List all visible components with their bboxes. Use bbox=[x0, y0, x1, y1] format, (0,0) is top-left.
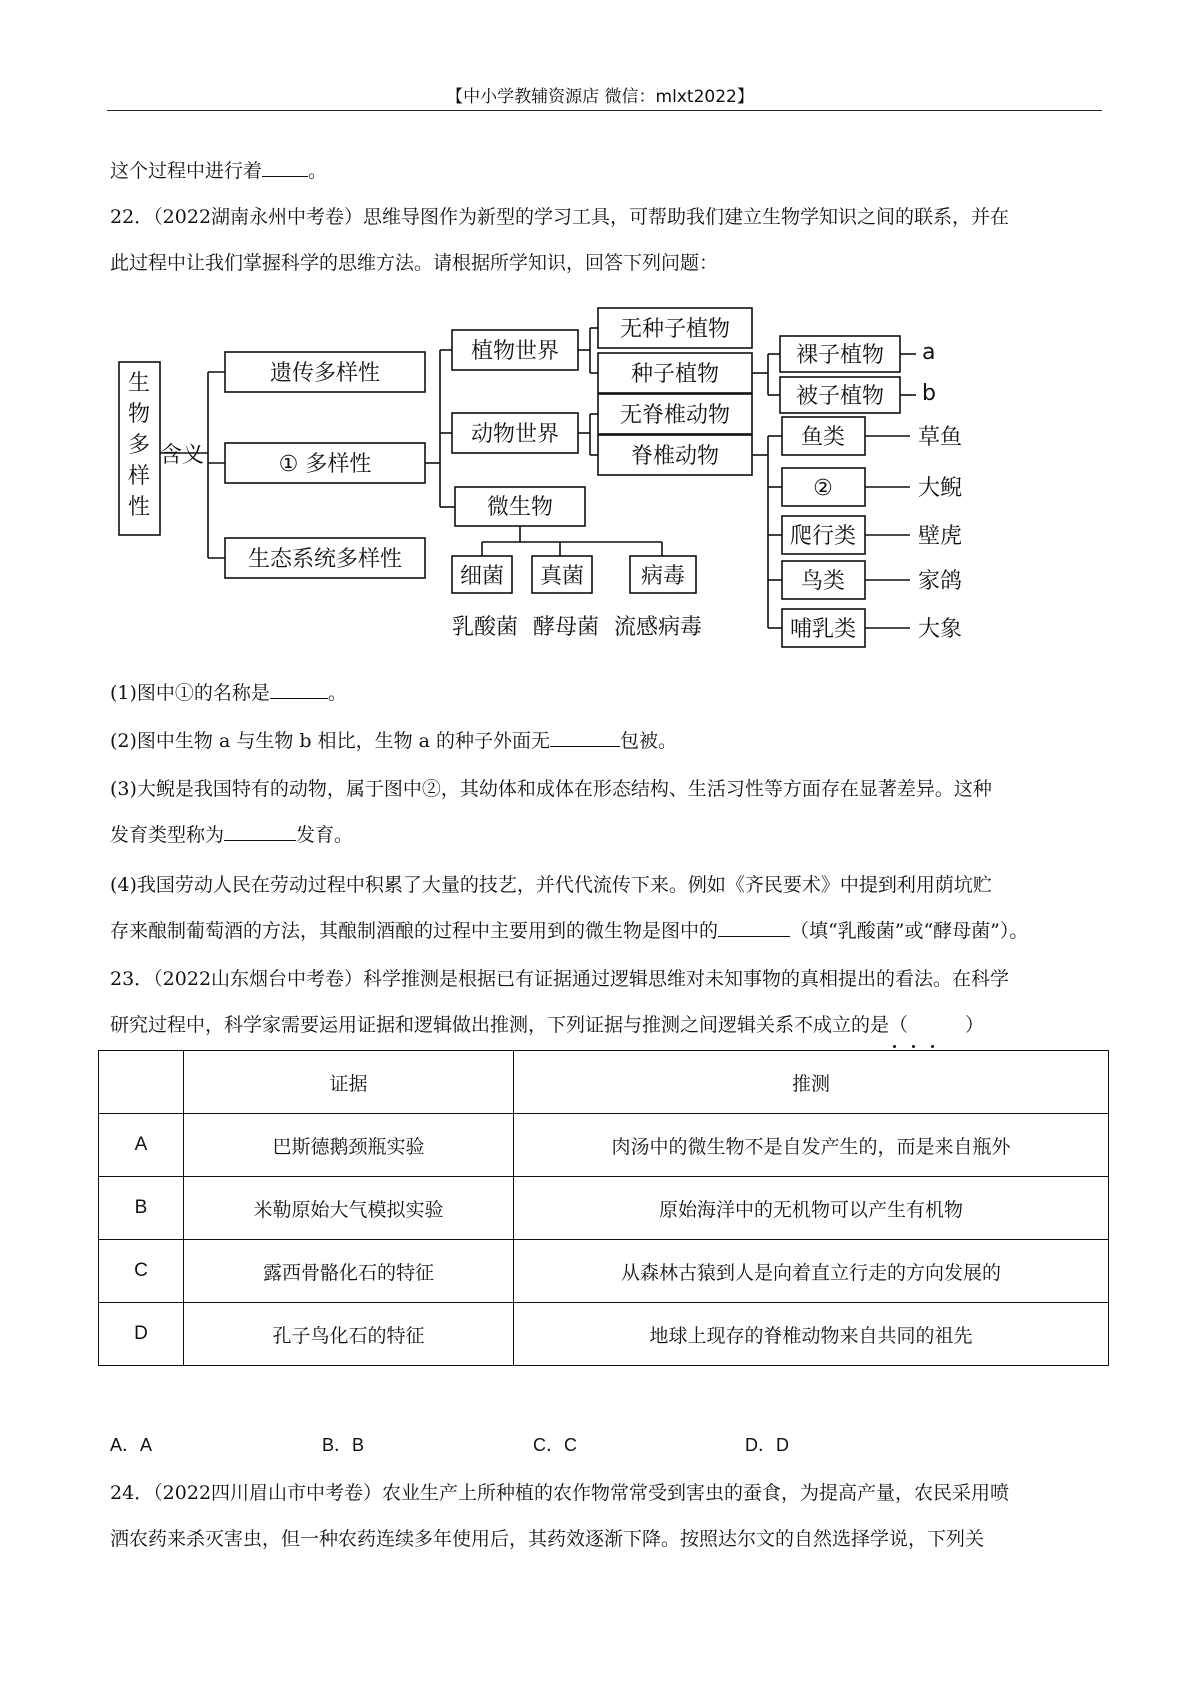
animal-world-label: 动物世界 bbox=[470, 422, 560, 447]
virus-label: 病毒 bbox=[640, 564, 686, 589]
seedless-plant-label: 无种子植物 bbox=[619, 317, 731, 342]
q23-stem-line2: 研究过程中，科学家需要运用证据和逻辑做出推测，下列证据与推测之间逻辑关系不成立的是（ ） bbox=[110, 1014, 985, 1036]
option-b: B．B bbox=[322, 1435, 365, 1455]
table-row bbox=[99, 1177, 1109, 1240]
table-cell: B bbox=[99, 1177, 184, 1240]
example-grass-carp: 草鱼 bbox=[918, 425, 963, 450]
class-mammal: 哺乳类 bbox=[789, 617, 857, 642]
table-cell: 地球上现存的脊椎动物来自共同的祖先 bbox=[514, 1303, 1109, 1366]
answer-blank bbox=[270, 680, 328, 699]
root-char: 样 bbox=[127, 464, 151, 489]
answer-blank bbox=[550, 728, 620, 747]
emphasis-dot bbox=[931, 1045, 934, 1048]
q22-part2-end: 包被。 bbox=[619, 730, 677, 752]
q22-part2 bbox=[110, 728, 677, 754]
intro-line bbox=[110, 158, 327, 184]
q22-part3-text: 发育类型称为 bbox=[110, 824, 225, 846]
tag-a: a bbox=[922, 340, 936, 365]
class-fish: 鱼类 bbox=[800, 425, 846, 450]
header-divider bbox=[107, 110, 1102, 111]
genetic-diversity-label: 遗传多样性 bbox=[269, 361, 381, 386]
q22-stem-line2: 此过程中让我们掌握科学的思维方法。请根据所学知识，回答下列问题： bbox=[110, 252, 719, 274]
class-bird: 鸟类 bbox=[800, 569, 846, 594]
q22-part3-line2 bbox=[110, 822, 353, 848]
option-c: C．C bbox=[533, 1435, 577, 1455]
table-cell: D bbox=[99, 1303, 184, 1366]
root-label bbox=[128, 371, 150, 520]
q22-part1-end: 。 bbox=[327, 682, 347, 704]
invertebrate-label: 无脊椎动物 bbox=[619, 403, 731, 428]
emphasis-dot bbox=[893, 1045, 896, 1048]
biodiversity-mind-map bbox=[0, 290, 1200, 650]
q24-stem-line1: 24．（2022四川眉山市中考卷）农业生产上所种植的农作物常常受到害虫的蚕食，为提高产量，农民采用喷 bbox=[110, 1482, 1010, 1504]
example-pigeon: 家鸽 bbox=[918, 569, 963, 594]
q22-part4-line2 bbox=[110, 918, 1028, 944]
table-cell: A bbox=[99, 1114, 184, 1177]
plant-world-label: 植物世界 bbox=[470, 339, 560, 364]
seed-plant-label: 种子植物 bbox=[630, 362, 720, 387]
table-cell: 肉汤中的微生物不是自发产生的，而是来自瓶外 bbox=[514, 1114, 1109, 1177]
q22-stem-line1: 22．（2022湖南永州中考卷）思维导图作为新型的学习工具，可帮助我们建立生物学知识之间的联系，并在 bbox=[110, 206, 1010, 228]
option-a: A．A bbox=[110, 1435, 153, 1455]
class-blank: ② bbox=[813, 476, 833, 501]
q22-part3-line1: (3)大鲵是我国特有的动物，属于图中②，其幼体和成体在形态结构、生活习性等方面存在显著差异。这种 bbox=[110, 778, 992, 800]
lactobacillus-label: 乳酸菌 bbox=[451, 615, 519, 640]
answer-blank bbox=[262, 158, 308, 177]
table-cell: 米勒原始大气模拟实验 bbox=[184, 1177, 514, 1240]
fungi-label: 真菌 bbox=[539, 564, 585, 589]
root-char: 多 bbox=[127, 433, 151, 458]
table-cell: 孔子鸟化石的特征 bbox=[184, 1303, 514, 1366]
q22-part4-text: 存来酿制葡萄酒的方法，其酿制酒酿的过程中主要用到的微生物是图中的 bbox=[110, 920, 719, 942]
table-cell: 巴斯德鹅颈瓶实验 bbox=[184, 1114, 514, 1177]
emphasis-dot bbox=[912, 1045, 915, 1048]
option-d: D．D bbox=[745, 1435, 789, 1455]
intro-end: 。 bbox=[308, 160, 328, 182]
answer-blank bbox=[718, 918, 790, 937]
microbe-label: 微生物 bbox=[486, 495, 554, 520]
q22-part4-line1: (4)我国劳动人民在劳动过程中积累了大量的技艺，并代代流传下来。例如《齐民要术》中提到利用荫坑贮 bbox=[110, 874, 992, 896]
table-cell: 从森林古猿到人是向着直立行走的方向发展的 bbox=[514, 1240, 1109, 1303]
intro-text: 这个过程中进行着 bbox=[110, 160, 263, 182]
vertebrate-label: 脊椎动物 bbox=[630, 444, 720, 469]
angiosperm-label: 被子植物 bbox=[795, 384, 885, 409]
q22-part4-end: （填“乳酸菌”或“酵母菌”）。 bbox=[790, 920, 1029, 942]
example-salamander: 大鲵 bbox=[918, 476, 963, 501]
table-cell: C bbox=[99, 1240, 184, 1303]
class-reptile: 爬行类 bbox=[789, 524, 857, 549]
root-char: 物 bbox=[127, 402, 151, 427]
species-diversity-label: ① 多样性 bbox=[278, 452, 372, 477]
tag-b: b bbox=[922, 381, 936, 406]
table-cell: 露西骨骼化石的特征 bbox=[184, 1240, 514, 1303]
example-elephant: 大象 bbox=[918, 617, 963, 642]
table-header-cell: 证据 bbox=[184, 1051, 514, 1114]
page-header: 【中小学教辅资源店 微信：mlxt2022】 bbox=[446, 87, 754, 107]
ecosystem-diversity-label: 生态系统多样性 bbox=[247, 547, 403, 572]
table-row bbox=[99, 1240, 1109, 1303]
q22-part3-end: 发育。 bbox=[296, 824, 354, 846]
q22-part1 bbox=[110, 680, 347, 706]
table-row bbox=[99, 1114, 1109, 1177]
example-gecko: 壁虎 bbox=[918, 524, 963, 549]
q22-part2-text: (2)图中生物 a 与生物 b 相比，生物 a 的种子外面无 bbox=[110, 730, 550, 752]
table-header-row bbox=[99, 1051, 1109, 1114]
yeast-label: 酵母菌 bbox=[532, 615, 600, 640]
bacteria-label: 细菌 bbox=[459, 564, 505, 589]
flu-virus-label: 流感病毒 bbox=[613, 615, 703, 640]
root-char: 性 bbox=[127, 495, 151, 520]
gymnosperm-label: 裸子植物 bbox=[795, 343, 885, 368]
table-row bbox=[99, 1303, 1109, 1366]
q22-part1-text: (1)图中①的名称是 bbox=[110, 682, 270, 704]
table-header-cell bbox=[99, 1051, 184, 1114]
table-cell: 原始海洋中的无机物可以产生有机物 bbox=[514, 1177, 1109, 1240]
table-header-cell: 推测 bbox=[514, 1051, 1109, 1114]
evidence-table bbox=[98, 1050, 1109, 1366]
q23-stem-line1: 23．（2022山东烟台中考卷）科学推测是根据已有证据通过逻辑思维对未知事物的真相提出的看法。在科学 bbox=[110, 968, 1010, 990]
q24-stem-line2: 洒农药来杀灭害虫，但一种农药连续多年使用后，其药效逐渐下降。按照达尔文的自然选择学说，下列关 bbox=[110, 1528, 985, 1550]
meaning-label: 含义 bbox=[159, 443, 205, 468]
answer-blank bbox=[224, 822, 296, 841]
root-char: 生 bbox=[127, 371, 151, 396]
